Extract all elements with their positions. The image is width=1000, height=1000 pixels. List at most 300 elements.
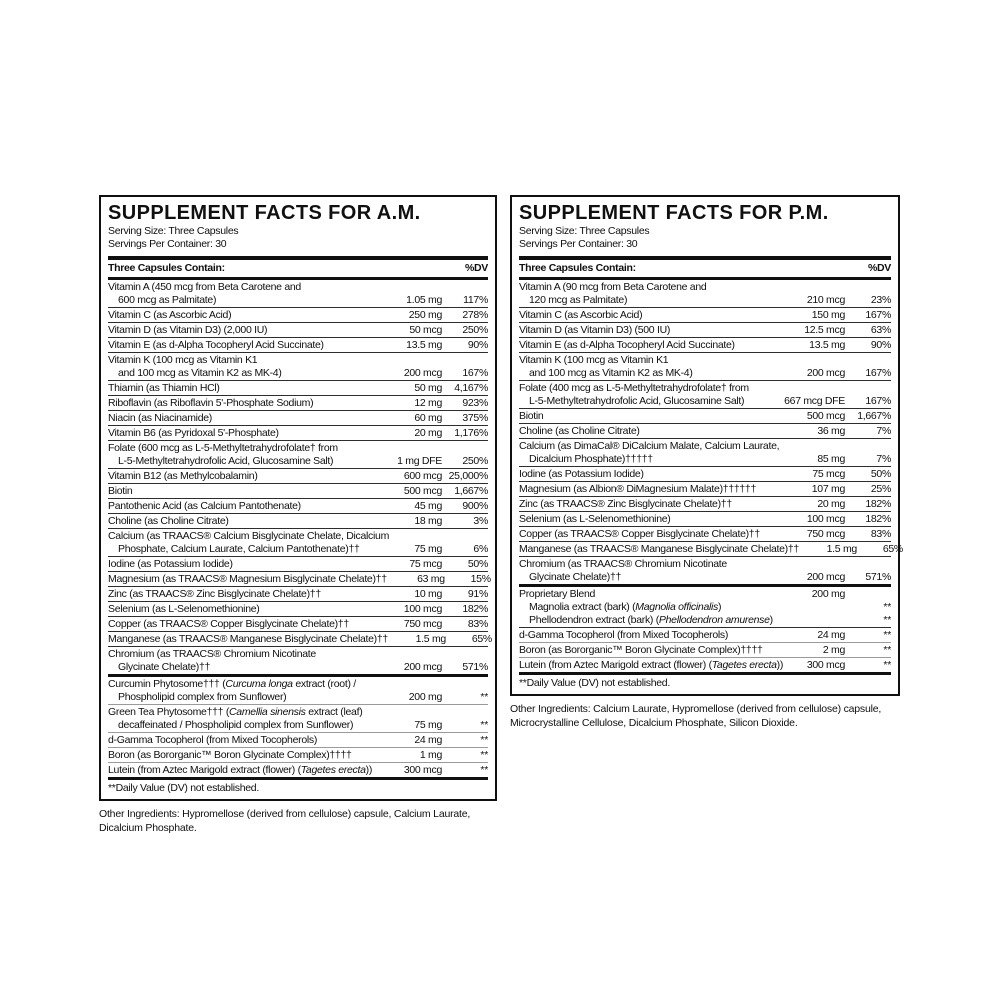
nutrient-name-text: Manganese (as TRAACS® Manganese Bisglycinate Chelate)†† xyxy=(108,632,388,645)
nutrient-amount: 13.5 mg xyxy=(406,338,442,351)
nutrient-line xyxy=(519,483,891,496)
nutrient-name-text: Phospholipid complex from Sunflower) xyxy=(118,690,287,703)
nutrient-line xyxy=(108,661,488,674)
nutrient-row xyxy=(108,468,488,483)
nutrient-amount: 200 mcg xyxy=(806,366,845,379)
nutrient-amount: 500 mcg xyxy=(806,409,845,422)
nutrient-name xyxy=(108,749,384,762)
nutrient-amount: 500 mcg xyxy=(403,484,442,497)
nutrient-line xyxy=(108,603,488,616)
nutrient-name-text: Selenium (as L-Selenomethionine) xyxy=(519,512,671,525)
nutrient-row xyxy=(108,280,488,307)
nutrient-name xyxy=(519,339,787,352)
nutrient-amount: 200 mg xyxy=(811,587,845,600)
nutrient-name-text: Vitamin C (as Ascorbic Acid) xyxy=(108,308,232,321)
nutrient-name-text: Selenium (as L-Selenomethionine) xyxy=(108,602,260,615)
nutrient-name xyxy=(519,382,787,395)
nutrient-amount: 210 mcg xyxy=(806,293,845,306)
nutrient-name-text: Curcumin Phytosome††† ( xyxy=(108,677,226,690)
nutrient-amount: 60 mg xyxy=(414,411,442,424)
serving-info-am xyxy=(108,225,488,256)
nutrient-amount: 100 mcg xyxy=(806,512,845,525)
nutrient-name-text: Boron (as Bororganic™ Boron Glycinate Complex)†††† xyxy=(108,748,352,761)
nutrient-row xyxy=(519,496,891,511)
nutrient-name-text: Zinc (as TRAACS® Zinc Bisglycinate Chelate)†† xyxy=(519,497,732,510)
nutrient-name xyxy=(108,588,384,601)
nutrient-daily-value: ** xyxy=(480,690,488,703)
nutrient-name-text: L-5-Methyltetrahydrofolic Acid, Glucosamine Salt) xyxy=(118,454,334,467)
nutrient-daily-value: 182% xyxy=(865,497,891,510)
contains-label: Three Capsules Contain: xyxy=(108,262,225,274)
dv-footnote-am: **Daily Value (DV) not established. xyxy=(108,777,488,799)
nutrient-daily-value: 250% xyxy=(462,454,488,467)
nutrient-name-text: and 100 mcg as Vitamin K2 as MK-4) xyxy=(529,366,693,379)
nutrient-name-text: Vitamin A (90 mcg from Beta Carotene and xyxy=(519,280,707,293)
nutrient-name xyxy=(519,395,784,408)
nutrient-name xyxy=(108,678,384,691)
nutrient-row xyxy=(519,657,891,672)
nutrient-row xyxy=(108,440,488,468)
nutrient-daily-value: ** xyxy=(883,643,891,656)
nutrient-row xyxy=(108,631,492,646)
nutrient-name-text: Manganese (as TRAACS® Manganese Bisglycinate Chelate)†† xyxy=(519,542,799,555)
nutrient-name-text: 120 mcg as Palmitate) xyxy=(529,293,628,306)
nutrient-name xyxy=(108,281,384,294)
nutrient-line xyxy=(519,498,891,511)
nutrient-daily-value: 25% xyxy=(870,482,891,495)
nutrient-name-text: 600 mcg as Palmitate) xyxy=(118,293,217,306)
nutrient-row xyxy=(108,762,488,777)
botanical-name: Tagetes erecta xyxy=(300,763,366,776)
nutrient-amount: 18 mg xyxy=(414,514,442,527)
nutrient-name-text: Pantothenic Acid (as Calcium Pantothenate) xyxy=(108,499,301,512)
nutrient-amount: 75 mcg xyxy=(812,467,845,480)
nutrient-daily-value: 167% xyxy=(865,308,891,321)
nutrient-name xyxy=(108,470,384,483)
nutrient-daily-value: 90% xyxy=(870,338,891,351)
nutrient-line xyxy=(519,513,891,526)
nutrient-line xyxy=(108,749,488,762)
nutrient-line xyxy=(108,427,488,440)
nutrient-row xyxy=(108,704,488,732)
nutrient-daily-value: ** xyxy=(480,718,488,731)
nutrient-row xyxy=(108,646,488,674)
nutrient-daily-value: 375% xyxy=(462,411,488,424)
nutrient-amount: 300 mcg xyxy=(403,763,442,776)
nutrient-daily-value: 23% xyxy=(870,293,891,306)
nutrient-amount: 75 mg xyxy=(414,718,442,731)
nutrient-line xyxy=(108,485,488,498)
nutrient-daily-value: 7% xyxy=(876,424,891,437)
nutrient-daily-value: 900% xyxy=(462,499,488,512)
am-column xyxy=(99,195,497,835)
nutrient-row xyxy=(519,352,891,380)
nutrient-name-text: Vitamin B6 (as Pyridoxal 5'-Phosphate) xyxy=(108,426,279,439)
nutrient-daily-value: 1,667% xyxy=(857,409,891,422)
nutrient-name xyxy=(519,543,799,556)
nutrient-line xyxy=(519,324,891,337)
nutrient-name-text: Vitamin D (as Vitamin D3) (500 IU) xyxy=(519,323,671,336)
nutrient-row xyxy=(108,322,488,337)
nutrient-row xyxy=(108,425,488,440)
nutrient-amount: 20 mg xyxy=(414,426,442,439)
nutrient-amount: 85 mg xyxy=(817,452,845,465)
nutrient-row xyxy=(519,466,891,481)
nutrient-row xyxy=(519,307,891,322)
nutrient-name xyxy=(519,354,787,367)
nutrient-name xyxy=(519,410,787,423)
nutrient-line xyxy=(108,678,488,691)
nutrient-row xyxy=(519,541,903,556)
nutrient-name-text: Calcium (as TRAACS® Calcium Bisglycinate Chelate, Dicalcium xyxy=(108,529,390,542)
nutrient-daily-value: 91% xyxy=(467,587,488,600)
nutrient-row xyxy=(108,307,488,322)
nutrient-line xyxy=(519,410,891,423)
nutrient-daily-value: 167% xyxy=(865,366,891,379)
nutrient-daily-value: 7% xyxy=(876,452,891,465)
nutrient-line xyxy=(519,294,891,307)
nutrient-name-text: Magnesium (as Albion® DiMagnesium Malate)†††††† xyxy=(519,482,757,495)
nutrient-line xyxy=(108,470,488,483)
nutrient-daily-value: 167% xyxy=(462,366,488,379)
nutrient-rows-am xyxy=(108,280,492,777)
nutrient-row xyxy=(108,601,488,616)
nutrient-daily-value: 50% xyxy=(870,467,891,480)
nutrient-row xyxy=(519,526,891,541)
nutrient-line xyxy=(519,395,891,408)
nutrient-name xyxy=(519,324,787,337)
nutrient-name-text: Chromium (as TRAACS® Chromium Nicotinate xyxy=(108,647,316,660)
nutrient-name xyxy=(108,397,384,410)
nutrient-name-text: Iodine (as Potassium Iodide) xyxy=(519,467,644,480)
nutrient-amount: 107 mg xyxy=(811,482,845,495)
nutrient-line xyxy=(108,339,488,352)
nutrient-name-text: Niacin (as Niacinamide) xyxy=(108,411,212,424)
nutrient-name xyxy=(519,453,787,466)
nutrient-daily-value: 182% xyxy=(462,602,488,615)
nutrient-line xyxy=(519,571,891,584)
nutrient-daily-value: ** xyxy=(883,658,891,671)
nutrient-line xyxy=(519,468,891,481)
nutrient-line xyxy=(108,734,488,747)
nutrient-name xyxy=(519,367,787,380)
nutrient-name xyxy=(519,483,787,496)
nutrient-line xyxy=(519,629,891,642)
nutrient-name-text: Thiamin (as Thiamin HCl) xyxy=(108,381,220,394)
other-ingredients-am: Other Ingredients: Hypromellose (derived from cellulose) capsule, Calcium Laurate, Dicalcium Phosphate. xyxy=(99,808,471,834)
nutrient-amount: 10 mg xyxy=(414,587,442,600)
nutrient-amount: 24 mg xyxy=(817,628,845,641)
nutrient-row xyxy=(519,481,891,496)
nutrient-line xyxy=(108,500,488,513)
nutrient-name xyxy=(519,440,787,453)
nutrient-name xyxy=(519,601,787,614)
nutrient-amount: 45 mg xyxy=(414,499,442,512)
nutrient-line xyxy=(108,764,488,777)
nutrient-amount: 12.5 mcg xyxy=(804,323,845,336)
nutrient-daily-value: ** xyxy=(883,613,891,626)
nutrient-name-text: Calcium (as DimaCal® DiCalcium Malate, Calcium Laurate, xyxy=(519,439,780,452)
botanical-name: Phellodendron amurense xyxy=(658,613,770,626)
nutrient-amount: 667 mcg DFE xyxy=(784,394,845,407)
nutrient-daily-value: ** xyxy=(480,748,488,761)
nutrient-name xyxy=(519,659,787,672)
table-header-pm xyxy=(519,256,891,280)
nutrient-name-text: Magnesium (as TRAACS® Magnesium Bisglycinate Chelate)†† xyxy=(108,572,387,585)
nutrient-name-text: )) xyxy=(365,763,373,776)
nutrient-line xyxy=(519,542,903,556)
nutrient-name xyxy=(519,644,787,657)
nutrient-name xyxy=(108,706,384,719)
nutrient-line xyxy=(108,455,488,468)
nutrient-line xyxy=(108,706,488,719)
table-header-am xyxy=(108,256,488,280)
nutrient-name-text: Lutein (from Aztec Marigold extract (flower) ( xyxy=(108,763,301,776)
nutrient-name-text: decaffeinated / Phospholipid complex from Sunflower) xyxy=(118,718,354,731)
botanical-name: Magnolia officinalis xyxy=(635,600,719,613)
nutrient-line xyxy=(108,719,488,732)
nutrient-daily-value: 182% xyxy=(865,512,891,525)
nutrient-amount: 13.5 mg xyxy=(809,338,845,351)
nutrient-name-text: Folate (600 mcg as L-5-Methyltetrahydrofolate† from xyxy=(108,441,338,454)
serving-size: Serving Size: Three Capsules xyxy=(519,225,650,237)
nutrient-name xyxy=(108,412,384,425)
nutrient-line xyxy=(519,309,891,322)
nutrient-row xyxy=(519,627,891,642)
nutrient-name-text: Lutein (from Aztec Marigold extract (flower) ( xyxy=(519,658,712,671)
nutrient-row xyxy=(108,674,488,704)
nutrient-line xyxy=(108,324,488,337)
nutrient-daily-value: 117% xyxy=(463,293,488,306)
nutrient-name xyxy=(108,485,384,498)
nutrient-daily-value: 50% xyxy=(467,557,488,570)
supplement-facts-panel-am xyxy=(99,195,497,801)
nutrient-amount: 75 mg xyxy=(414,542,442,555)
nutrient-amount: 200 mcg xyxy=(806,570,845,583)
nutrient-row xyxy=(519,337,891,352)
nutrient-row xyxy=(519,584,891,627)
nutrient-name xyxy=(108,309,384,322)
nutrient-line xyxy=(108,382,488,395)
nutrient-name-text: Proprietary Blend xyxy=(519,587,596,600)
servings-per-container: Servings Per Container: 30 xyxy=(519,238,638,250)
nutrient-row xyxy=(108,380,488,395)
nutrient-row xyxy=(519,642,891,657)
nutrient-name-text: and 100 mcg as Vitamin K2 as MK-4) xyxy=(118,366,282,379)
nutrient-line xyxy=(519,558,891,571)
nutrient-amount: 150 mg xyxy=(811,308,845,321)
nutrient-name xyxy=(108,530,389,543)
nutrient-row xyxy=(519,322,891,337)
nutrient-name xyxy=(108,719,384,732)
nutrient-daily-value: ** xyxy=(883,628,891,641)
contains-label: Three Capsules Contain: xyxy=(519,262,636,274)
nutrient-line xyxy=(108,588,488,601)
nutrient-line xyxy=(108,442,488,455)
nutrient-name-text: d-Gamma Tocopherol (from Mixed Tocopherols) xyxy=(108,733,318,746)
nutrient-name xyxy=(108,339,384,352)
nutrient-amount: 200 mcg xyxy=(403,366,442,379)
nutrient-daily-value: ** xyxy=(480,763,488,776)
botanical-name: Curcuma longa xyxy=(225,677,293,690)
nutrient-amount: 1.05 mg xyxy=(406,293,442,306)
nutrient-daily-value: 65% xyxy=(882,542,903,555)
nutrient-row xyxy=(519,556,891,584)
nutrient-name xyxy=(108,661,384,674)
nutrient-amount: 2 mg xyxy=(822,643,845,656)
nutrient-line xyxy=(519,281,891,294)
nutrient-row xyxy=(108,395,488,410)
supplement-facts-panel-pm xyxy=(510,195,903,696)
nutrient-name-text: Vitamin E (as d-Alpha Tocopheryl Acid Succinate) xyxy=(519,338,735,351)
nutrient-name-text: Boron (as Bororganic™ Boron Glycinate Complex)†††† xyxy=(519,643,763,656)
nutrient-row xyxy=(108,571,491,586)
nutrient-name xyxy=(519,614,787,627)
nutrient-name xyxy=(519,558,787,571)
nutrient-amount: 200 mcg xyxy=(403,660,442,673)
nutrient-name xyxy=(108,633,388,646)
nutrient-name xyxy=(108,618,384,631)
nutrient-line xyxy=(108,515,488,528)
nutrient-name xyxy=(519,588,787,601)
botanical-name: Tagetes erecta xyxy=(711,658,777,671)
nutrient-daily-value: 83% xyxy=(467,617,488,630)
nutrient-name-text: Biotin xyxy=(108,484,133,497)
nutrient-daily-value: 65% xyxy=(471,632,492,645)
nutrient-amount: 250 mg xyxy=(408,308,442,321)
nutrient-daily-value: 83% xyxy=(870,527,891,540)
nutrient-amount: 75 mcg xyxy=(409,557,442,570)
dv-header: %DV xyxy=(867,262,891,274)
nutrient-row xyxy=(519,280,891,307)
nutrient-amount: 100 mcg xyxy=(403,602,442,615)
nutrient-amount: 36 mg xyxy=(817,424,845,437)
nutrient-line xyxy=(108,530,488,543)
nutrient-line xyxy=(108,691,488,704)
nutrient-name xyxy=(108,515,384,528)
nutrient-name-text: )) xyxy=(776,658,784,671)
nutrient-daily-value: 3% xyxy=(473,514,488,527)
nutrient-line xyxy=(108,543,488,556)
nutrient-daily-value: 6% xyxy=(473,542,488,555)
nutrient-name xyxy=(108,543,384,556)
nutrient-name xyxy=(519,281,787,294)
nutrient-row xyxy=(108,513,488,528)
nutrient-daily-value: 15% xyxy=(470,572,491,585)
nutrient-name-text: Magnolia extract (bark) ( xyxy=(529,600,636,613)
nutrient-name xyxy=(108,427,384,440)
nutrient-name xyxy=(519,309,787,322)
nutrient-amount: 300 mcg xyxy=(806,658,845,671)
nutrient-line xyxy=(519,382,891,395)
nutrient-name-text: Copper (as TRAACS® Copper Bisglycinate Chelate)†† xyxy=(519,527,760,540)
nutrient-name xyxy=(108,734,384,747)
nutrient-amount: 1 mg xyxy=(419,748,442,761)
nutrient-name-text: Vitamin K (100 mcg as Vitamin K1 xyxy=(108,353,258,366)
nutrient-row xyxy=(108,586,488,601)
nutrient-line xyxy=(108,412,488,425)
nutrient-line xyxy=(519,659,891,672)
nutrient-row xyxy=(108,498,488,513)
nutrient-row xyxy=(519,511,891,526)
nutrient-name xyxy=(108,558,384,571)
nutrient-name-text: Copper (as TRAACS® Copper Bisglycinate Chelate)†† xyxy=(108,617,349,630)
nutrient-line xyxy=(108,632,492,646)
nutrient-name xyxy=(108,294,384,307)
nutrient-row xyxy=(108,732,488,747)
nutrient-amount: 750 mcg xyxy=(806,527,845,540)
nutrient-name-text: Green Tea Phytosome††† ( xyxy=(108,705,230,718)
nutrient-amount: 63 mg xyxy=(417,572,445,585)
nutrient-name xyxy=(108,324,384,337)
nutrient-daily-value: ** xyxy=(883,600,891,613)
nutrient-name xyxy=(519,294,787,307)
nutrient-name-text: extract (leaf) xyxy=(305,705,363,718)
nutrient-row xyxy=(108,483,488,498)
serving-info-pm xyxy=(519,225,891,256)
nutrient-amount: 750 mcg xyxy=(403,617,442,630)
serving-size: Serving Size: Three Capsules xyxy=(108,225,239,237)
nutrient-name-text: Phosphate, Calcium Laurate, Calcium Pantothenate)†† xyxy=(118,542,360,555)
nutrient-name xyxy=(108,354,384,367)
nutrient-name xyxy=(519,498,787,511)
nutrient-name-text: Phellodendron extract (bark) ( xyxy=(529,613,659,626)
nutrient-row xyxy=(519,408,891,423)
nutrient-name xyxy=(519,528,787,541)
nutrient-line xyxy=(108,397,488,410)
nutrient-line xyxy=(519,425,891,438)
nutrient-line xyxy=(108,558,488,571)
panel-title-pm: SUPPLEMENT FACTS FOR P.M. xyxy=(519,202,829,224)
nutrient-name-text: Vitamin K (100 mcg as Vitamin K1 xyxy=(519,353,669,366)
nutrient-name xyxy=(108,382,384,395)
nutrient-line xyxy=(108,354,488,367)
nutrient-name-text: Riboflavin (as Riboflavin 5'-Phosphate Sodium) xyxy=(108,396,314,409)
nutrient-name-text: Folate (400 mcg as L-5-Methyltetrahydrofolate† from xyxy=(519,381,749,394)
nutrient-line xyxy=(108,572,491,586)
nutrient-line xyxy=(108,367,488,380)
nutrient-rows-pm xyxy=(519,280,903,672)
servings-per-container: Servings Per Container: 30 xyxy=(108,238,227,250)
nutrient-amount: 1 mg DFE xyxy=(397,454,442,467)
nutrient-name xyxy=(108,367,384,380)
dv-header: %DV xyxy=(464,262,488,274)
nutrient-line xyxy=(519,601,891,614)
nutrient-name xyxy=(519,425,787,438)
nutrient-row xyxy=(108,528,488,556)
nutrient-amount: 600 mcg xyxy=(403,469,442,482)
nutrient-name xyxy=(108,442,384,455)
nutrient-name-text: Chromium (as TRAACS® Chromium Nicotinate xyxy=(519,557,727,570)
nutrient-line xyxy=(519,453,891,466)
nutrient-amount: 50 mg xyxy=(414,381,442,394)
nutrient-name xyxy=(519,629,787,642)
botanical-name: Camellia sinensis xyxy=(229,705,306,718)
nutrient-name-text: extract (root) / xyxy=(292,677,356,690)
nutrient-line xyxy=(108,294,488,307)
nutrient-daily-value: ** xyxy=(480,733,488,746)
nutrient-name-text: Biotin xyxy=(519,409,544,422)
nutrient-line xyxy=(108,309,488,322)
nutrient-row xyxy=(108,616,488,631)
nutrient-line xyxy=(519,354,891,367)
nutrient-name-text: d-Gamma Tocopherol (from Mixed Tocopherols) xyxy=(519,628,729,641)
nutrient-line xyxy=(108,618,488,631)
nutrient-name-text: Choline (as Choline Citrate) xyxy=(108,514,229,527)
nutrient-name xyxy=(519,468,787,481)
nutrient-row xyxy=(108,410,488,425)
nutrient-row xyxy=(519,380,891,408)
